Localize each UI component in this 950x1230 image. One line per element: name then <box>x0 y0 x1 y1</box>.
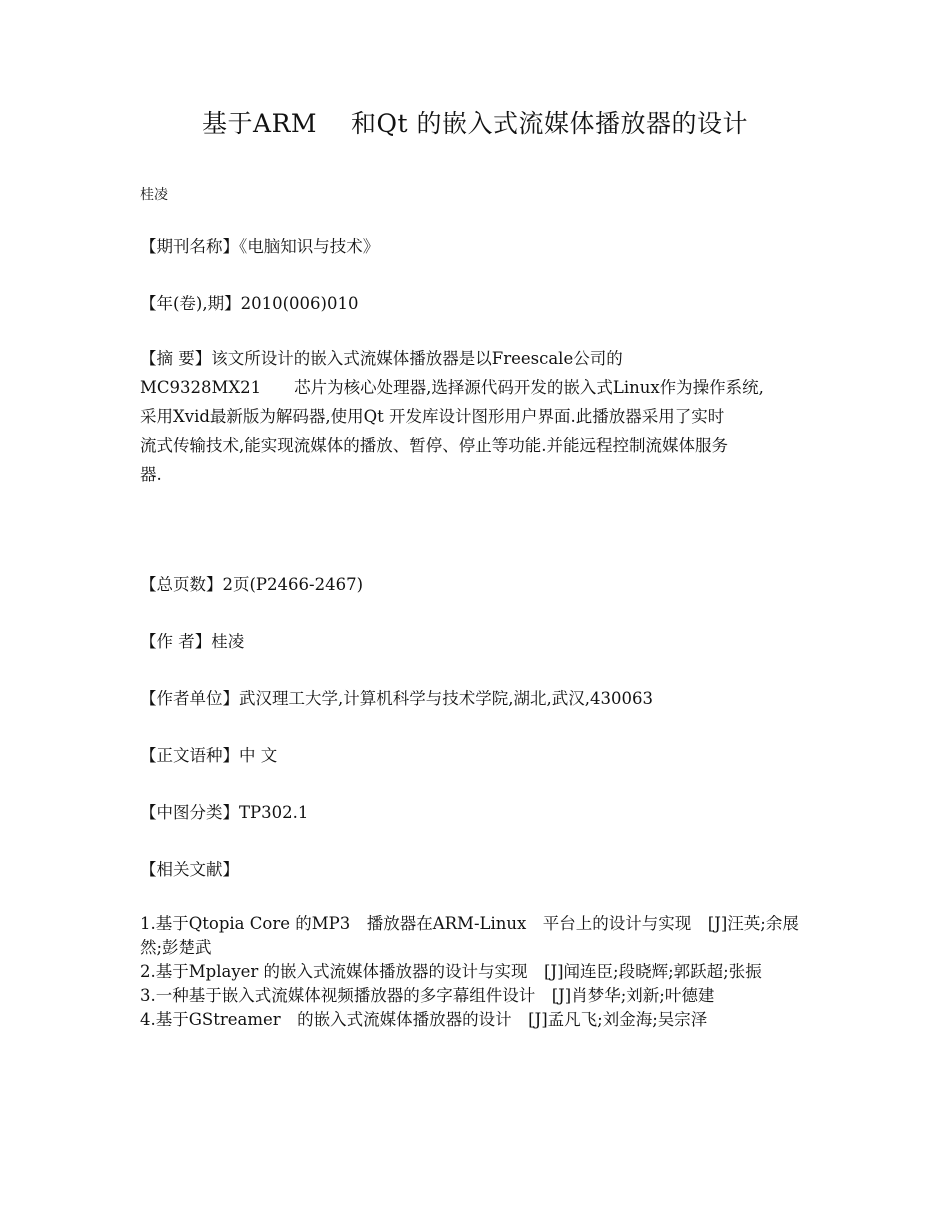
authors-field <box>140 628 244 652</box>
document-title: 基于ARM 和Qt 的嵌入式流媒体播放器的设计 <box>202 109 748 138</box>
pages-value: 2页(P2466-2467) <box>222 575 364 594</box>
authors-label: 【作 者】 <box>140 632 212 651</box>
abstract-text-2: MC9328MX21 芯片为核心处理器,选择源代码开发的嵌入式Linux作为操作系统, <box>140 378 764 397</box>
classification-value: TP302.1 <box>239 803 309 822</box>
abstract-line <box>140 344 812 373</box>
language-value: 中 文 <box>239 746 278 765</box>
authors-value: 桂凌 <box>211 632 245 651</box>
affiliation-value: 武汉理工大学,计算机科学与技术学院,湖北,武汉,430063 <box>239 689 653 708</box>
reference-item: 2.基于Mplayer 的嵌入式流媒体播放器的设计与实现 [J]闻连臣;段晓辉;郭跃超;张振 <box>140 962 762 981</box>
reference-item: 4.基于GStreamer 的嵌入式流媒体播放器的设计 [J]孟凡飞;刘金海;吴宗泽 <box>140 1010 708 1029</box>
language-label: 【正文语种】 <box>140 746 239 765</box>
abstract-label: 【摘 要】 <box>140 349 212 368</box>
related-heading: 【相关文献】 <box>140 860 239 879</box>
affiliation-label: 【作者单位】 <box>140 689 239 708</box>
journal-field <box>140 233 379 257</box>
reference-list <box>140 912 812 1032</box>
year-field <box>140 290 358 314</box>
abstract-field <box>140 344 812 489</box>
language-field <box>140 742 277 766</box>
reference-item: 3.一种基于嵌入式流媒体视频播放器的多字幕组件设计 [J]肖梦华;刘新;叶德建 <box>140 986 715 1005</box>
affiliation-field <box>140 685 653 709</box>
year-value: 2010(006)010 <box>240 294 359 313</box>
year-label: 【年(卷),期】 <box>140 294 241 313</box>
classification-field <box>140 799 308 823</box>
classification-label: 【中图分类】 <box>140 803 239 822</box>
journal-label: 【期刊名称】 <box>140 237 239 256</box>
abstract-text-5: 器. <box>140 465 162 484</box>
abstract-text-1: 该文所设计的嵌入式流媒体播放器是以Freescale公司的 <box>211 349 623 368</box>
pages-field <box>140 571 363 595</box>
journal-value: 《电脑知识与技术》 <box>239 237 380 256</box>
abstract-text-3: 采用Xvid最新版为解码器,使用Qt 开发库设计图形用户界面.此播放器采用了实时 <box>140 407 725 426</box>
pages-label: 【总页数】 <box>140 575 223 594</box>
author-name: 桂凌 <box>140 187 168 203</box>
reference-item: 1.基于Qtopia Core 的MP3 播放器在ARM-Linux 平台上的设计与实现 [J]汪英;余展然;彭楚武 <box>140 914 799 957</box>
abstract-text-4: 流式传输技术,能实现流媒体的播放、暂停、停止等功能.并能远程控制流媒体服务 <box>140 436 728 455</box>
